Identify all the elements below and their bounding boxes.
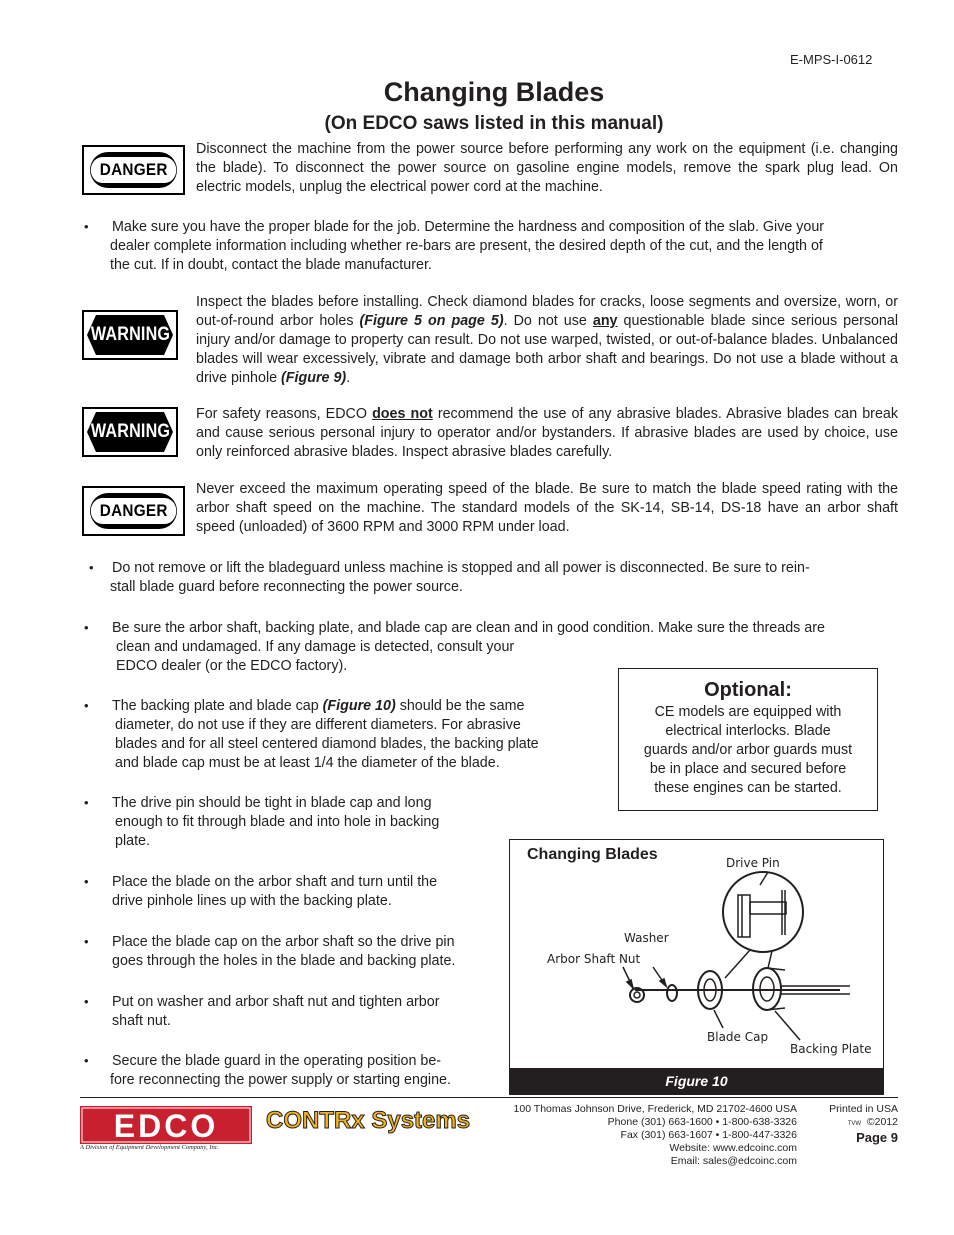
label-arbor-shaft-nut: Arbor Shaft Nut	[547, 952, 641, 966]
bullet-place-cap: Place the blade cap on the arbor shaft so the drive pin goes through the holes in the blade and backing plate.	[112, 934, 456, 969]
label-drive-pin: Drive Pin	[726, 856, 780, 870]
bullet-bladeguard: Do not remove or lift the bladeguard unless machine is stopped and all power is disconnected. Be sure to rein- stall blade guard before reconnecting the power source.	[110, 560, 810, 595]
contrx-systems-logo	[264, 1104, 476, 1146]
bullet-arbor-clean: Be sure the arbor shaft, backing plate, and blade cap are clean and in good condition. Make sure the threads are clean and undamaged. If any damage is detected, consult your EDCO dealer (or the EDCO factory).	[112, 620, 825, 674]
page-number: Page 9	[856, 1130, 898, 1145]
bullet-dot: •	[89, 560, 94, 575]
footer-divider	[80, 1097, 898, 1098]
label-backing-plate: Backing Plate	[790, 1042, 872, 1056]
optional-title: Optional:	[704, 679, 792, 701]
bullet-drive-pin: The drive pin should be tight in blade cap and long enough to fit through blade and into hole in backing plate.	[112, 795, 440, 849]
optional-text: CE models are equipped with electrical interlocks. Blade guards and/or arbor guards must be in place and secured before these engines can be started.	[643, 704, 853, 796]
figure-caption: Figure 10	[510, 1068, 883, 1094]
document-id: E-MPS-I-0612	[790, 52, 873, 67]
warning-sign	[82, 310, 178, 360]
page-subtitle: (On EDCO saws listed in this manual)	[324, 113, 664, 134]
danger-sign	[82, 145, 185, 195]
blade-assembly-diagram	[510, 840, 883, 1068]
warning-label: WARNING	[90, 324, 171, 345]
warning-label: WARNING	[90, 421, 171, 442]
bullet-secure-guard: Secure the blade guard in the operating position be- fore reconnecting the power supply or starting engine.	[110, 1053, 451, 1088]
figure-box	[509, 839, 884, 1095]
footer-printed: Printed in USA TVW ©2012 Page 9	[800, 1103, 898, 1144]
svg-text:EDCO: EDCO	[113, 1108, 219, 1144]
figure-title: Changing Blades	[527, 846, 658, 863]
bullet-dot: •	[84, 934, 89, 949]
bullet-dot: •	[84, 874, 89, 889]
bullet-dot: •	[84, 1053, 89, 1068]
warning-abrasive-text: For safety reasons, EDCO does not recommend the use of any abrasive blades. Abrasive blades can break and cause serious personal injury to operator and/or bystanders. If abrasive blades are used by choice, use only reinforced abrasive blades. Inspect abrasive blades carefully.	[196, 406, 898, 460]
danger-sign	[82, 486, 185, 536]
danger-label: DANGER	[91, 498, 177, 524]
page-title: Changing Blades	[383, 77, 605, 107]
bullet-dot: •	[84, 698, 89, 713]
bullet-washer: Put on washer and arbor shaft nut and tighten arbor shaft nut.	[112, 994, 440, 1029]
warning-sign	[82, 407, 178, 457]
edco-tagline: A Division of Equipment Development Company, Inc.	[80, 1144, 220, 1151]
danger-speed-text: Never exceed the maximum operating speed of the blade. Be sure to match the blade speed rating with the arbor shaft speed on the machine. The standard models of the SK-14, SB-14, DS-18 have an arbor shaft speed (unloaded) of 3600 RPM and 3000 RPM under load.	[196, 481, 898, 535]
danger-text: Disconnect the machine from the power source before performing any work on the equipment (i.e. changing the blade). To disconnect the power source on gasoline engine models, remove the spark plug lead. On electric models, unplug the electrical power cord at the machine.	[196, 141, 898, 195]
optional-note-box	[618, 668, 878, 811]
bullet-dot: •	[84, 620, 89, 635]
bullet-dot: •	[84, 219, 89, 234]
bullet-dot: •	[84, 994, 89, 1009]
bullet-dot: •	[84, 795, 89, 810]
footer-contact: 100 Thomas Johnson Drive, Frederick, MD 21702-4600 USA Phone (301) 663-1600 • 1-800-638-3326 Fax (301) 663-1607 • 1-800-447-3326 Website: www.edcoinc.com Email: sales@edcoinc.com	[513, 1103, 797, 1167]
bullet-place-blade: Place the blade on the arbor shaft and turn until the drive pinhole lines up with the backing plate.	[112, 874, 438, 909]
bullet-backing-plate: The backing plate and blade cap (Figure 10) should be the same diameter, do not use if they are different diameters. For abrasive blades and for all steel centered diamond blades, the backing plate and blade cap must be at least 1/4 the diameter of the blade.	[112, 698, 539, 771]
warning-inspect-text: Inspect the blades before installing. Check diamond blades for cracks, loose segments and oversize, worn, or out-of-round arbor holes (Figure 5 on page 5). Do not use any questionable blade since serious personal injury and/or damage to property can result. Do not use warped, twisted, or out-of-balance blades. Unbalanced blades will wear excessively, vibrate and damage both arbor shaft and bearings. Do not use a blade without a drive pinhole (Figure 9).	[196, 294, 899, 386]
label-blade-cap: Blade Cap	[707, 1030, 769, 1044]
bullet-proper-blade: Make sure you have the proper blade for the job. Determine the hardness and composition of the slab. Give your dealer complete information including whether re-bars are present, the desired depth of the cut, and the length of the cut. If in doubt, contact the blade manufacturer.	[110, 219, 825, 273]
label-washer: Washer	[624, 931, 669, 945]
danger-label: DANGER	[91, 157, 177, 183]
svg-text:CONTRx Systems: CONTRx Systems	[266, 1107, 471, 1134]
